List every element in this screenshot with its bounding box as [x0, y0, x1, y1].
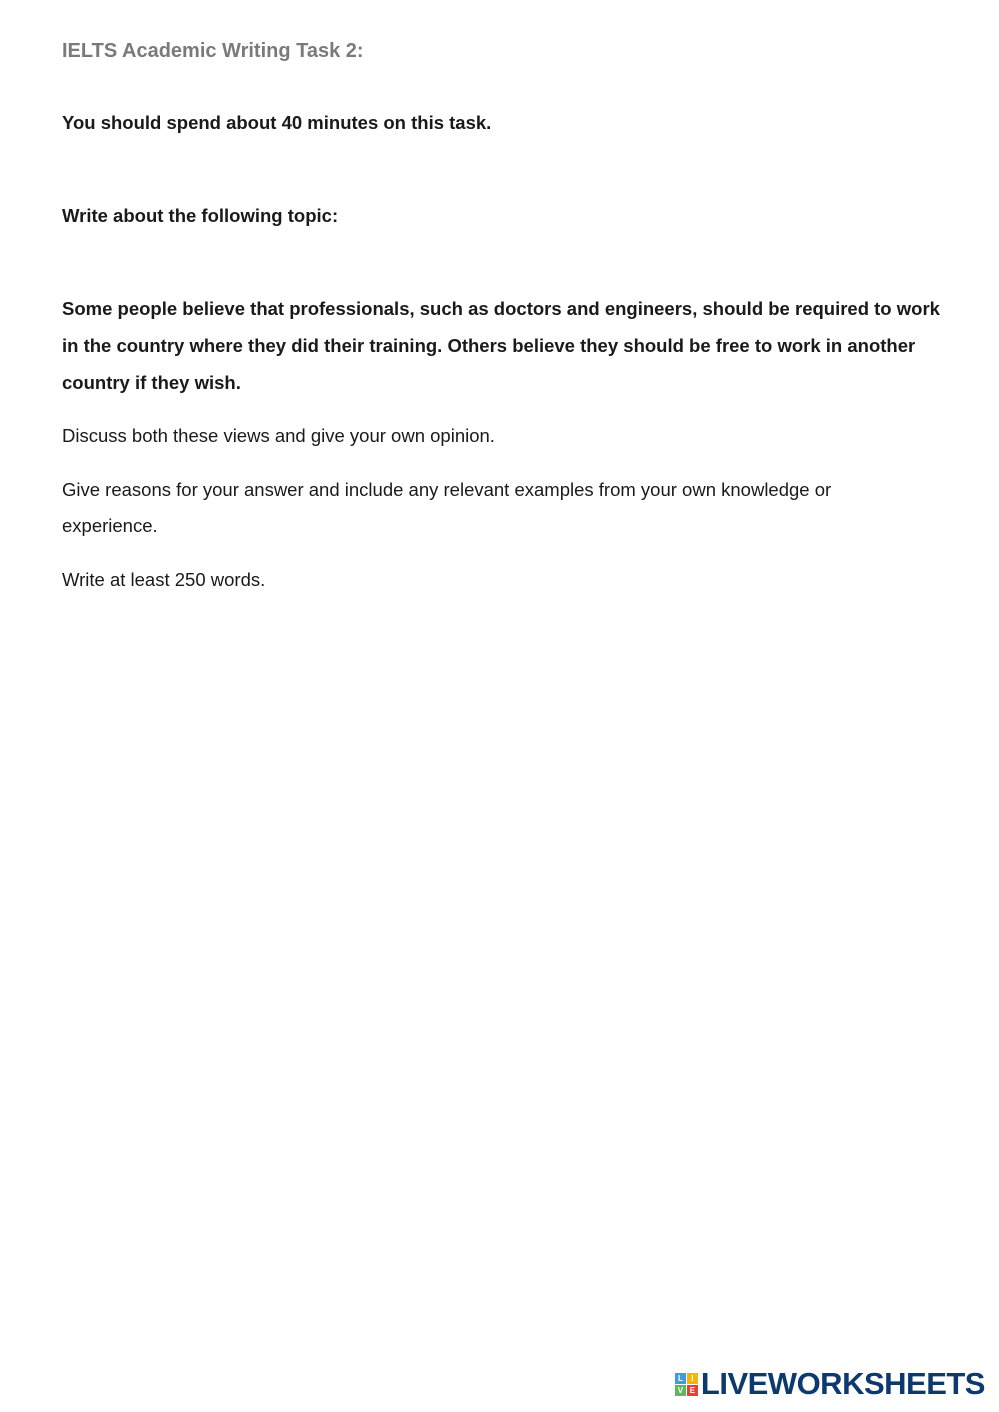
task-title: IELTS Academic Writing Task 2: — [62, 40, 364, 62]
logo-letter-i: I — [687, 1373, 698, 1384]
logo-letter-v: V — [675, 1385, 686, 1396]
instruction-discuss: Discuss both these views and give your own opinion. — [62, 425, 495, 446]
liveworksheets-logo-text: LIVEWORKSHEETS — [700, 1366, 985, 1401]
topic-heading: Write about the following topic: — [62, 205, 339, 226]
logo-letter-l: L — [675, 1373, 686, 1384]
instruction-word-count: Write at least 250 words. — [62, 569, 266, 590]
instruction-reasons: Give reasons for your answer and include any relevant examples from your own knowledge or experience. — [62, 479, 832, 536]
time-instruction: You should spend about 40 minutes on this task. — [62, 112, 492, 133]
liveworksheets-logo-icon — [675, 1373, 698, 1396]
essay-prompt: Some people believe that professionals, such as doctors and engineers, should be required to work in the country where they did their training. Others believe they should be free to work in another country if they wish. — [62, 298, 940, 393]
logo-letter-e: E — [687, 1385, 698, 1396]
liveworksheets-logo[interactable] — [675, 1366, 985, 1402]
